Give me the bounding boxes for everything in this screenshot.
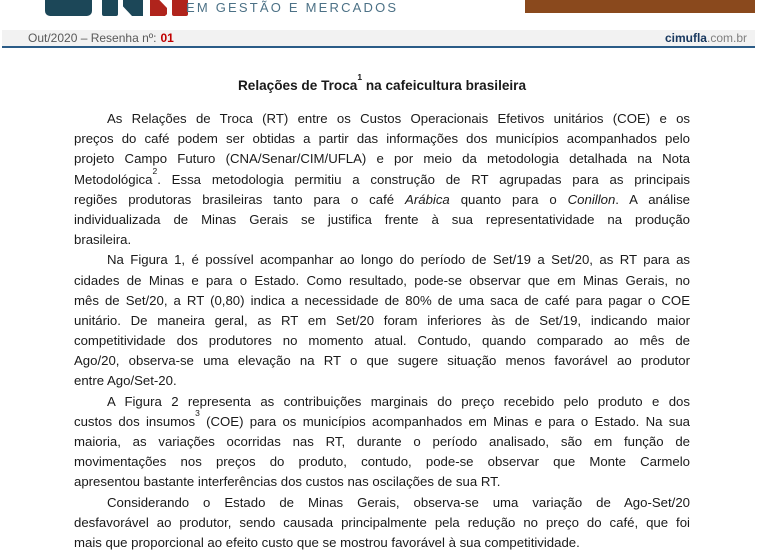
issue-number: 01 — [160, 31, 174, 45]
text-segment: na cafeicultura brasileira — [362, 78, 527, 93]
text-line — [74, 149, 690, 169]
logo-letter-fragment — [123, 0, 143, 16]
text-segment: cidades de Minas e para o Estado. Como resultado, pode-se observar que em Minas Gerais, no — [74, 272, 690, 288]
text-line — [74, 129, 690, 149]
issue-info — [28, 31, 174, 45]
text-segment: mês de Set/20, a RT (0,80) indica a necessidade de 80% de uma saca de café para pagar o COE — [74, 292, 690, 308]
text-line — [74, 166, 690, 190]
footnote-marker: 3 — [195, 408, 200, 419]
text-line — [74, 371, 690, 391]
footnote-marker: 1 — [357, 72, 363, 83]
text-line — [74, 493, 690, 513]
text-line — [74, 271, 690, 291]
text-line — [74, 513, 690, 533]
text-segment: projeto Campo Futuro (CNA/Senar/CIM/UFLA) e por meio da metodologia detalhada na Nota — [74, 151, 690, 167]
text-segment: unitário. De maneira geral, as RT em Set/20 foram inferiores às de Set/19, indicando maior — [74, 312, 690, 328]
site-url[interactable] — [665, 31, 747, 45]
logo-tagline: EM GESTÃO E MERCADOS — [186, 0, 399, 15]
text-segment: (COE) para os municípios acompanhados em Minas e para o Estado. Na sua — [199, 413, 690, 429]
text-segment: As Relações de Troca (RT) entre os Custos Operacionais Efetivos unitários (COE) e os — [107, 111, 690, 126]
paragraph — [74, 250, 690, 391]
info-bar — [2, 30, 755, 48]
text-segment: movimentações nos preços do produto, contudo, pode-se observar que Monte Carmelo — [74, 454, 690, 470]
issue-label: Out/2020 – Resenha nº: — [28, 31, 157, 45]
paragraph — [74, 493, 690, 553]
text-line — [74, 472, 690, 492]
text-segment: mais que proporcional ao efeito custo que se mostrou favorável à sua competitividade. — [74, 534, 580, 550]
text-segment: preços do café podem ser obtidas a partir das informações dos municípios acompanhados pelo — [74, 131, 690, 147]
text-line — [74, 210, 690, 230]
article-title — [74, 72, 690, 93]
text-segment: desfavorável ao produtor, sendo causada principalmente pela redução no preço do café, que foi — [74, 514, 690, 530]
text-line — [74, 533, 690, 553]
site-name: cimufla — [664, 31, 707, 45]
text-segment: Metodológica — [74, 171, 153, 187]
text-line — [74, 351, 690, 371]
logo-letter-fragment — [150, 0, 167, 16]
text-line — [74, 291, 690, 311]
text-segment: maioria, as variações ocorridas nas RT, durante o período analisado, são em função de — [74, 434, 690, 449]
text-segment: Na Figura 1, é possível acompanhar ao longo do período de Set/19 a Set/20, as RT para as — [107, 252, 690, 268]
site-suffix: .com.br — [706, 31, 747, 45]
text-segment: individualizada de Minas Gerais se justifica frente à sua representatividade na produção — [74, 211, 690, 227]
text-line — [74, 190, 690, 210]
text-segment: apresentou bastante interferências dos custos nas oscilações de sua RT. — [74, 474, 501, 490]
footnote-marker: 2 — [152, 166, 158, 177]
text-segment: . Essa metodologia permitiu a construção de RT agrupadas para as principais — [157, 171, 690, 187]
text-segment: regiões produtoras brasileiras tanto para o café — [74, 191, 406, 207]
text-segment: custos dos insumos — [74, 413, 196, 429]
logo-letter-fragment — [102, 0, 118, 16]
text-segment: A Figura 2 representa as contribuições marginais do preço recebido pelo produto e dos — [107, 393, 690, 409]
text-line — [74, 432, 690, 452]
article-body — [74, 109, 690, 553]
article — [74, 72, 690, 553]
text-line — [74, 392, 690, 412]
text-segment: . A análise — [615, 191, 690, 207]
text-segment: competitividade dos produtores no momento atual. Contudo, quando comparado ao mês de — [74, 333, 690, 349]
text-line — [74, 408, 690, 432]
text-segment: Considerando o Estado de Minas Gerais, observa-se uma variação de Ago-Set/20 — [107, 494, 690, 510]
text-line — [74, 452, 690, 472]
text-line — [74, 230, 690, 250]
paragraph — [74, 109, 690, 250]
text-segment: brasileira. — [74, 232, 132, 248]
text-line — [74, 250, 690, 270]
text-line — [74, 331, 690, 351]
text-segment: entre Ago/Set-20. — [74, 373, 177, 389]
text-segment: Conillon — [567, 191, 616, 207]
text-line — [74, 109, 690, 129]
text-segment: Ago/20, observa-se uma elevação na RT o que sugere situação menos favorável ao produtor — [74, 353, 690, 369]
text-segment: Arábica — [405, 191, 450, 207]
text-segment: Relações de Troca — [237, 78, 358, 93]
text-line — [74, 311, 690, 331]
header-banner — [525, 0, 755, 13]
logo-letter-fragment — [45, 0, 92, 16]
text-segment: quanto para o — [449, 191, 568, 207]
paragraph — [74, 392, 690, 493]
